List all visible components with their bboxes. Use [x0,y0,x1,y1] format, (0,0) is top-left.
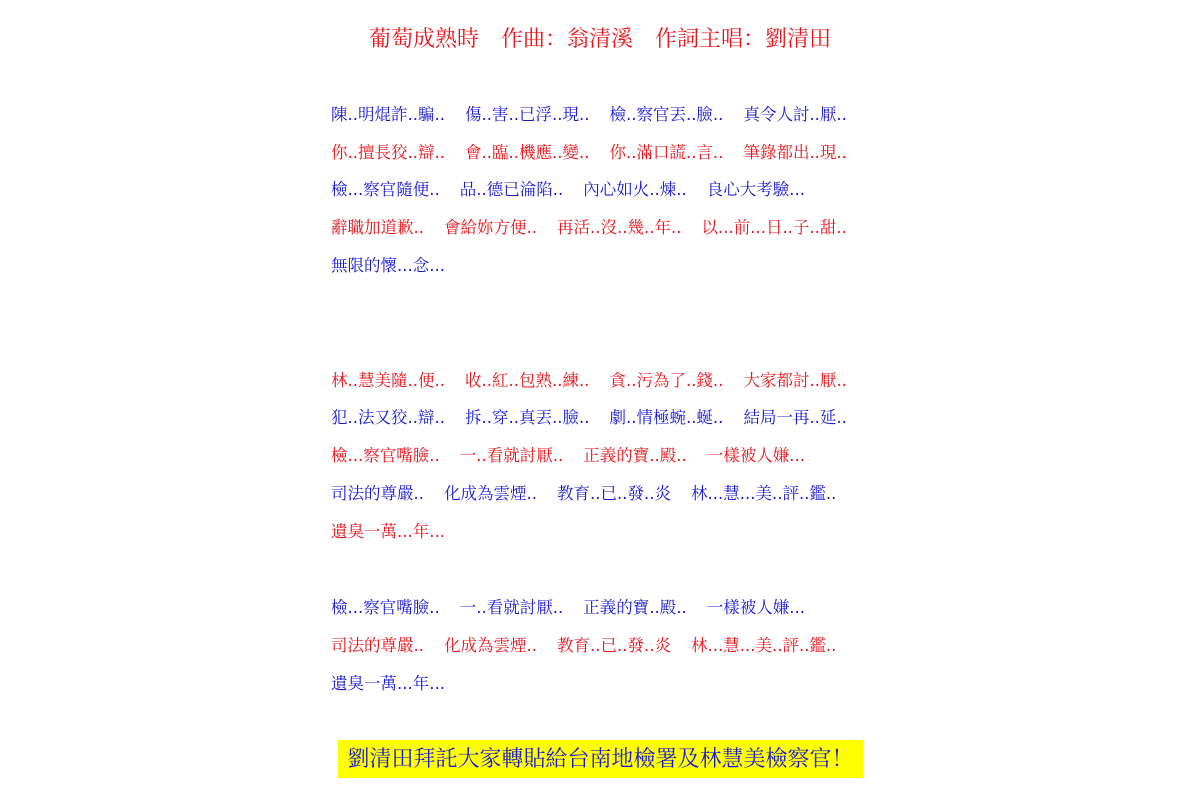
lyric-phrase: 收..紅..包熟..練.. [464,371,590,390]
lyric-phrase: 化成為雲煙.. [444,484,537,503]
lyric-phrase: 再活..沒..幾..年.. [557,218,682,237]
lyric-line [331,444,825,468]
lyric-phrase: 檢..察官丟..臉.. [609,105,724,124]
lyric-phrase: 會..臨..機應..變.. [464,143,590,162]
lyric-phrase: 拆..穿..真丟..臉.. [464,408,590,427]
lyric-phrase: 檢...察官嘴臉.. [331,598,440,617]
lyric-line [331,254,465,278]
lyric-phrase: 大家都討..厭.. [743,371,847,390]
lyric-line [331,596,825,620]
lyric-phrase: 貪..污為了..錢.. [609,371,724,390]
lyric-line [331,369,867,393]
lyric-line [331,406,867,430]
lyric-phrase: 正義的寶..殿.. [583,598,687,617]
lyric-phrase: 司法的尊嚴.. [331,636,424,655]
lyric-phrase: 林...慧...美..評..鑑.. [690,636,837,655]
lyric-phrase: 品..德已淪陷.. [459,180,564,199]
lyric-phrase: 正義的寶..殿.. [583,446,687,465]
lyric-phrase: 筆錄都出..現.. [743,143,847,162]
lyric-phrase: 會給妳方便.. [444,218,537,237]
lyric-phrase: 辭職加道歉.. [331,218,424,237]
lyric-phrase: 內心如火..煉.. [583,180,687,199]
lyric-phrase: 以...前...日..子..甜.. [701,218,847,237]
lyric-phrase: 林...慧...美..評..鑑.. [690,484,837,503]
lyric-line [331,178,825,202]
lyric-phrase: 檢...察官隨便.. [331,180,440,199]
lyric-phrase: 你..擅長狡..辯.. [331,143,445,162]
lyric-phrase: 教育..已..發..炎 [557,636,671,655]
lyric-phrase: 一樣被人嫌... [706,598,805,617]
lyric-phrase: 結局一再..延.. [743,408,847,427]
lyric-phrase: 傷..害..已浮..現.. [464,105,590,124]
song-title: 葡萄成熟時 作曲：翁清溪 作詞主唱：劉清田 [368,27,831,52]
lyric-phrase: 遺臭一萬...年... [331,522,445,541]
lyric-line [331,482,856,506]
lyric-phrase: 教育..已..發..炎 [557,484,671,503]
lyric-phrase: 一..看就討厭.. [459,446,564,465]
lyric-line [331,216,867,240]
lyric-line [331,141,867,165]
lyric-line [331,103,867,127]
lyric-phrase: 良心大考驗... [706,180,805,199]
lyric-phrase: 化成為雲煙.. [444,636,537,655]
lyric-line [331,634,856,658]
lyric-phrase: 無限的懷...念... [331,256,445,275]
lyric-phrase: 一樣被人嫌... [706,446,805,465]
lyric-line [331,672,465,696]
lyric-phrase: 你..滿口謊..言.. [609,143,724,162]
lyric-phrase: 林..慧美隨..便.. [331,371,445,390]
lyric-phrase: 檢...察官嘴臉.. [331,446,440,465]
appeal-banner: 劉清田拜託大家轉貼給台南地檢署及林慧美檢察官！ [338,740,863,778]
lyric-phrase: 一..看就討厭.. [459,598,564,617]
lyric-phrase: 犯..法又狡..辯.. [331,408,445,427]
lyric-phrase: 遺臭一萬...年... [331,674,445,693]
lyric-phrase: 陳..明焜詐..騙.. [331,105,445,124]
lyric-line [331,520,465,544]
lyric-phrase: 司法的尊嚴.. [331,484,424,503]
lyric-phrase: 劇..情極蜿..蜒.. [609,408,724,427]
lyric-phrase: 真令人討..厭.. [743,105,847,124]
